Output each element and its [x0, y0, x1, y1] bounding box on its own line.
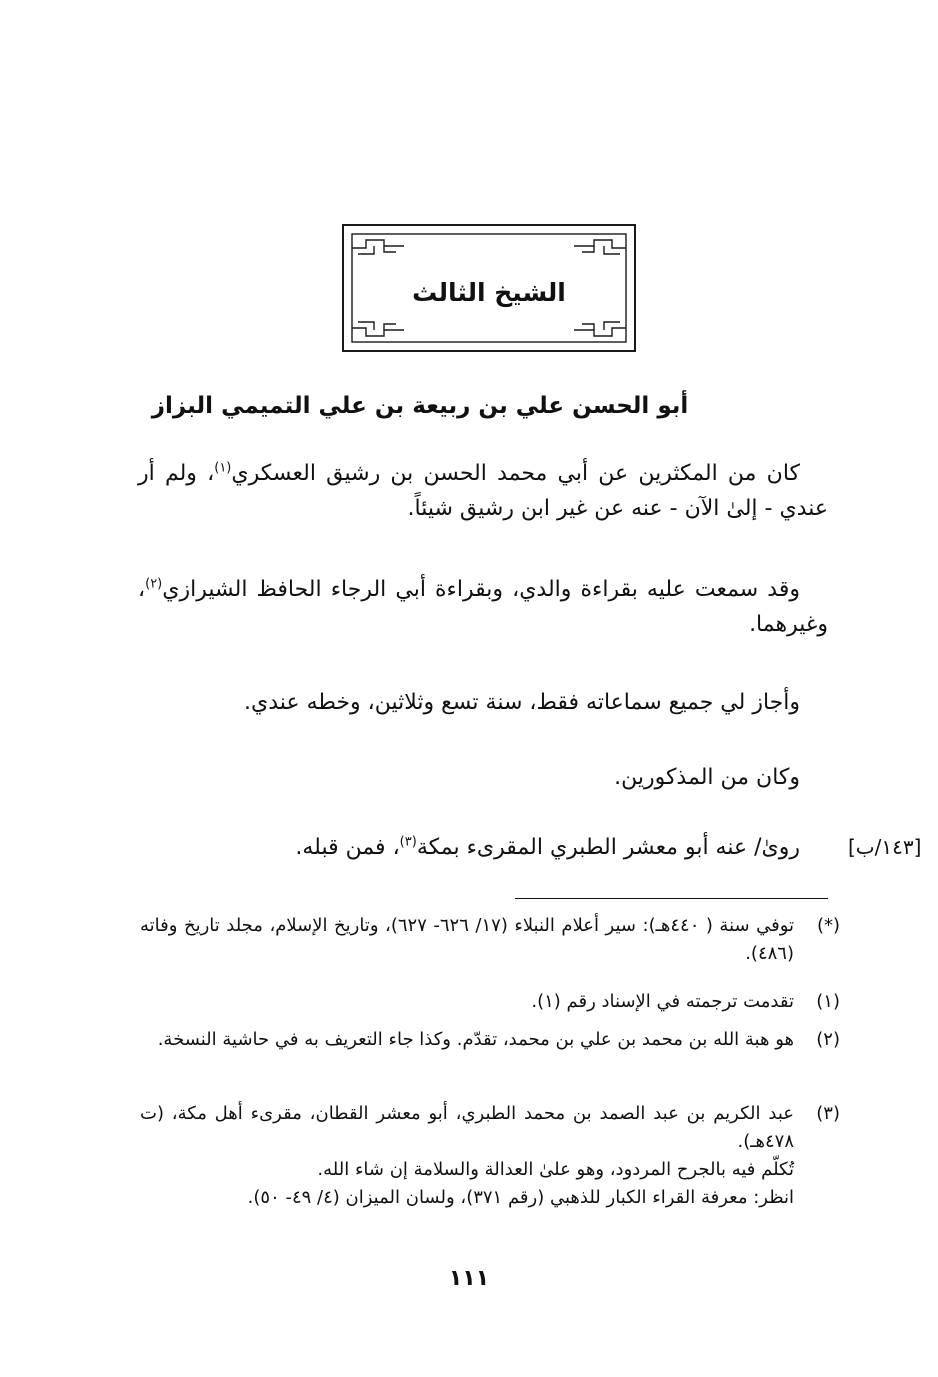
paragraph-3	[138, 685, 828, 720]
footnote-3-continuation-1: تُكلّم فيه بالجرح المردود، وهو علىٰ العدالة والسلامة إن شاء الله.	[317, 1158, 794, 1180]
footnote-text: عبد الكريم بن عبد الصمد بن محمد الطبري، أبو معشر القطان، مقرىء أهل مكة، (ت ٤٧٨هـ).	[140, 1103, 794, 1152]
footnote-separator	[515, 898, 828, 899]
manuscript-folio-reference: [١٤٣/ب]	[848, 835, 922, 859]
footnote-3	[140, 1100, 840, 1212]
footnote-label: (١)	[816, 991, 840, 1012]
paragraph-3-text: وأجاز لي جميع سماعاته فقط، سنة تسع وثلاثين، وخطه عندي.	[244, 690, 800, 715]
chapter-title: الشيخ الثالث	[412, 278, 566, 307]
paragraph-5-text-a: رویٰ/ عنه أبو معشر الطبري المقرىء بمكة	[416, 835, 800, 860]
footnote-ref-2: (٢)	[145, 576, 163, 592]
footnote-ref-1: (١)	[214, 460, 232, 476]
paragraph-2-text-a: وقد سمعت عليه بقراءة والدي، وبقراءة أبي الرجاء الحافظ الشيرازي	[162, 577, 800, 602]
footnote-3-continuation-2: انظر: معرفة القراء الكبار للذهبي (رقم ٣٧١)، ولسان الميزان (٤/ ٤٩- ٥٠).	[247, 1186, 794, 1208]
chapter-title-frame	[342, 224, 636, 352]
page-number: ١١١	[448, 1266, 490, 1291]
footnote-text: هو هبة الله بن محمد بن علي بن محمد، تقدّم. وكذا جاء التعريف به في حاشية النسخة.	[157, 1029, 794, 1050]
footnote-text: تقدمت ترجمته في الإسناد رقم (١).	[531, 991, 794, 1012]
footnote-label: (٢)	[816, 1029, 840, 1050]
paragraph-2	[138, 572, 828, 642]
paragraph-1	[138, 456, 828, 526]
paragraph-1-text-b: ، ولم أر عندي - إلىٰ الآن - عنه عن غير ابن رشيق شيئاً.	[138, 461, 828, 522]
footnote-label: (٣)	[816, 1103, 840, 1124]
footnote-2	[140, 1026, 840, 1054]
paragraph-5	[138, 830, 828, 865]
footnote-ref-3: (٣)	[399, 834, 417, 850]
footnote-1	[140, 988, 840, 1016]
paragraph-5-text-b: ، فمن قبله.	[295, 835, 400, 860]
paragraph-4	[138, 760, 828, 795]
paragraph-1-text-a: كان من المكثرين عن أبي محمد الحسن بن رشيق العسكري	[231, 461, 801, 486]
paragraph-2-text-b: ، وغيرهما.	[138, 577, 828, 638]
footnote-label: (*)	[816, 915, 840, 936]
biography-heading: أبو الحسن علي بن ربيعة بن علي التميمي البزاز	[151, 393, 689, 419]
paragraph-4-text: وكان من المذكورين.	[614, 765, 800, 790]
footnote-text: توفي سنة ( ٤٤٠هـ): سير أعلام النبلاء (١٧/ ٦٢٦- ٦٢٧)، وتاريخ الإسلام، مجلد تاريخ وفاته (٤٨٦).	[140, 915, 794, 964]
footnote-star	[140, 912, 840, 968]
